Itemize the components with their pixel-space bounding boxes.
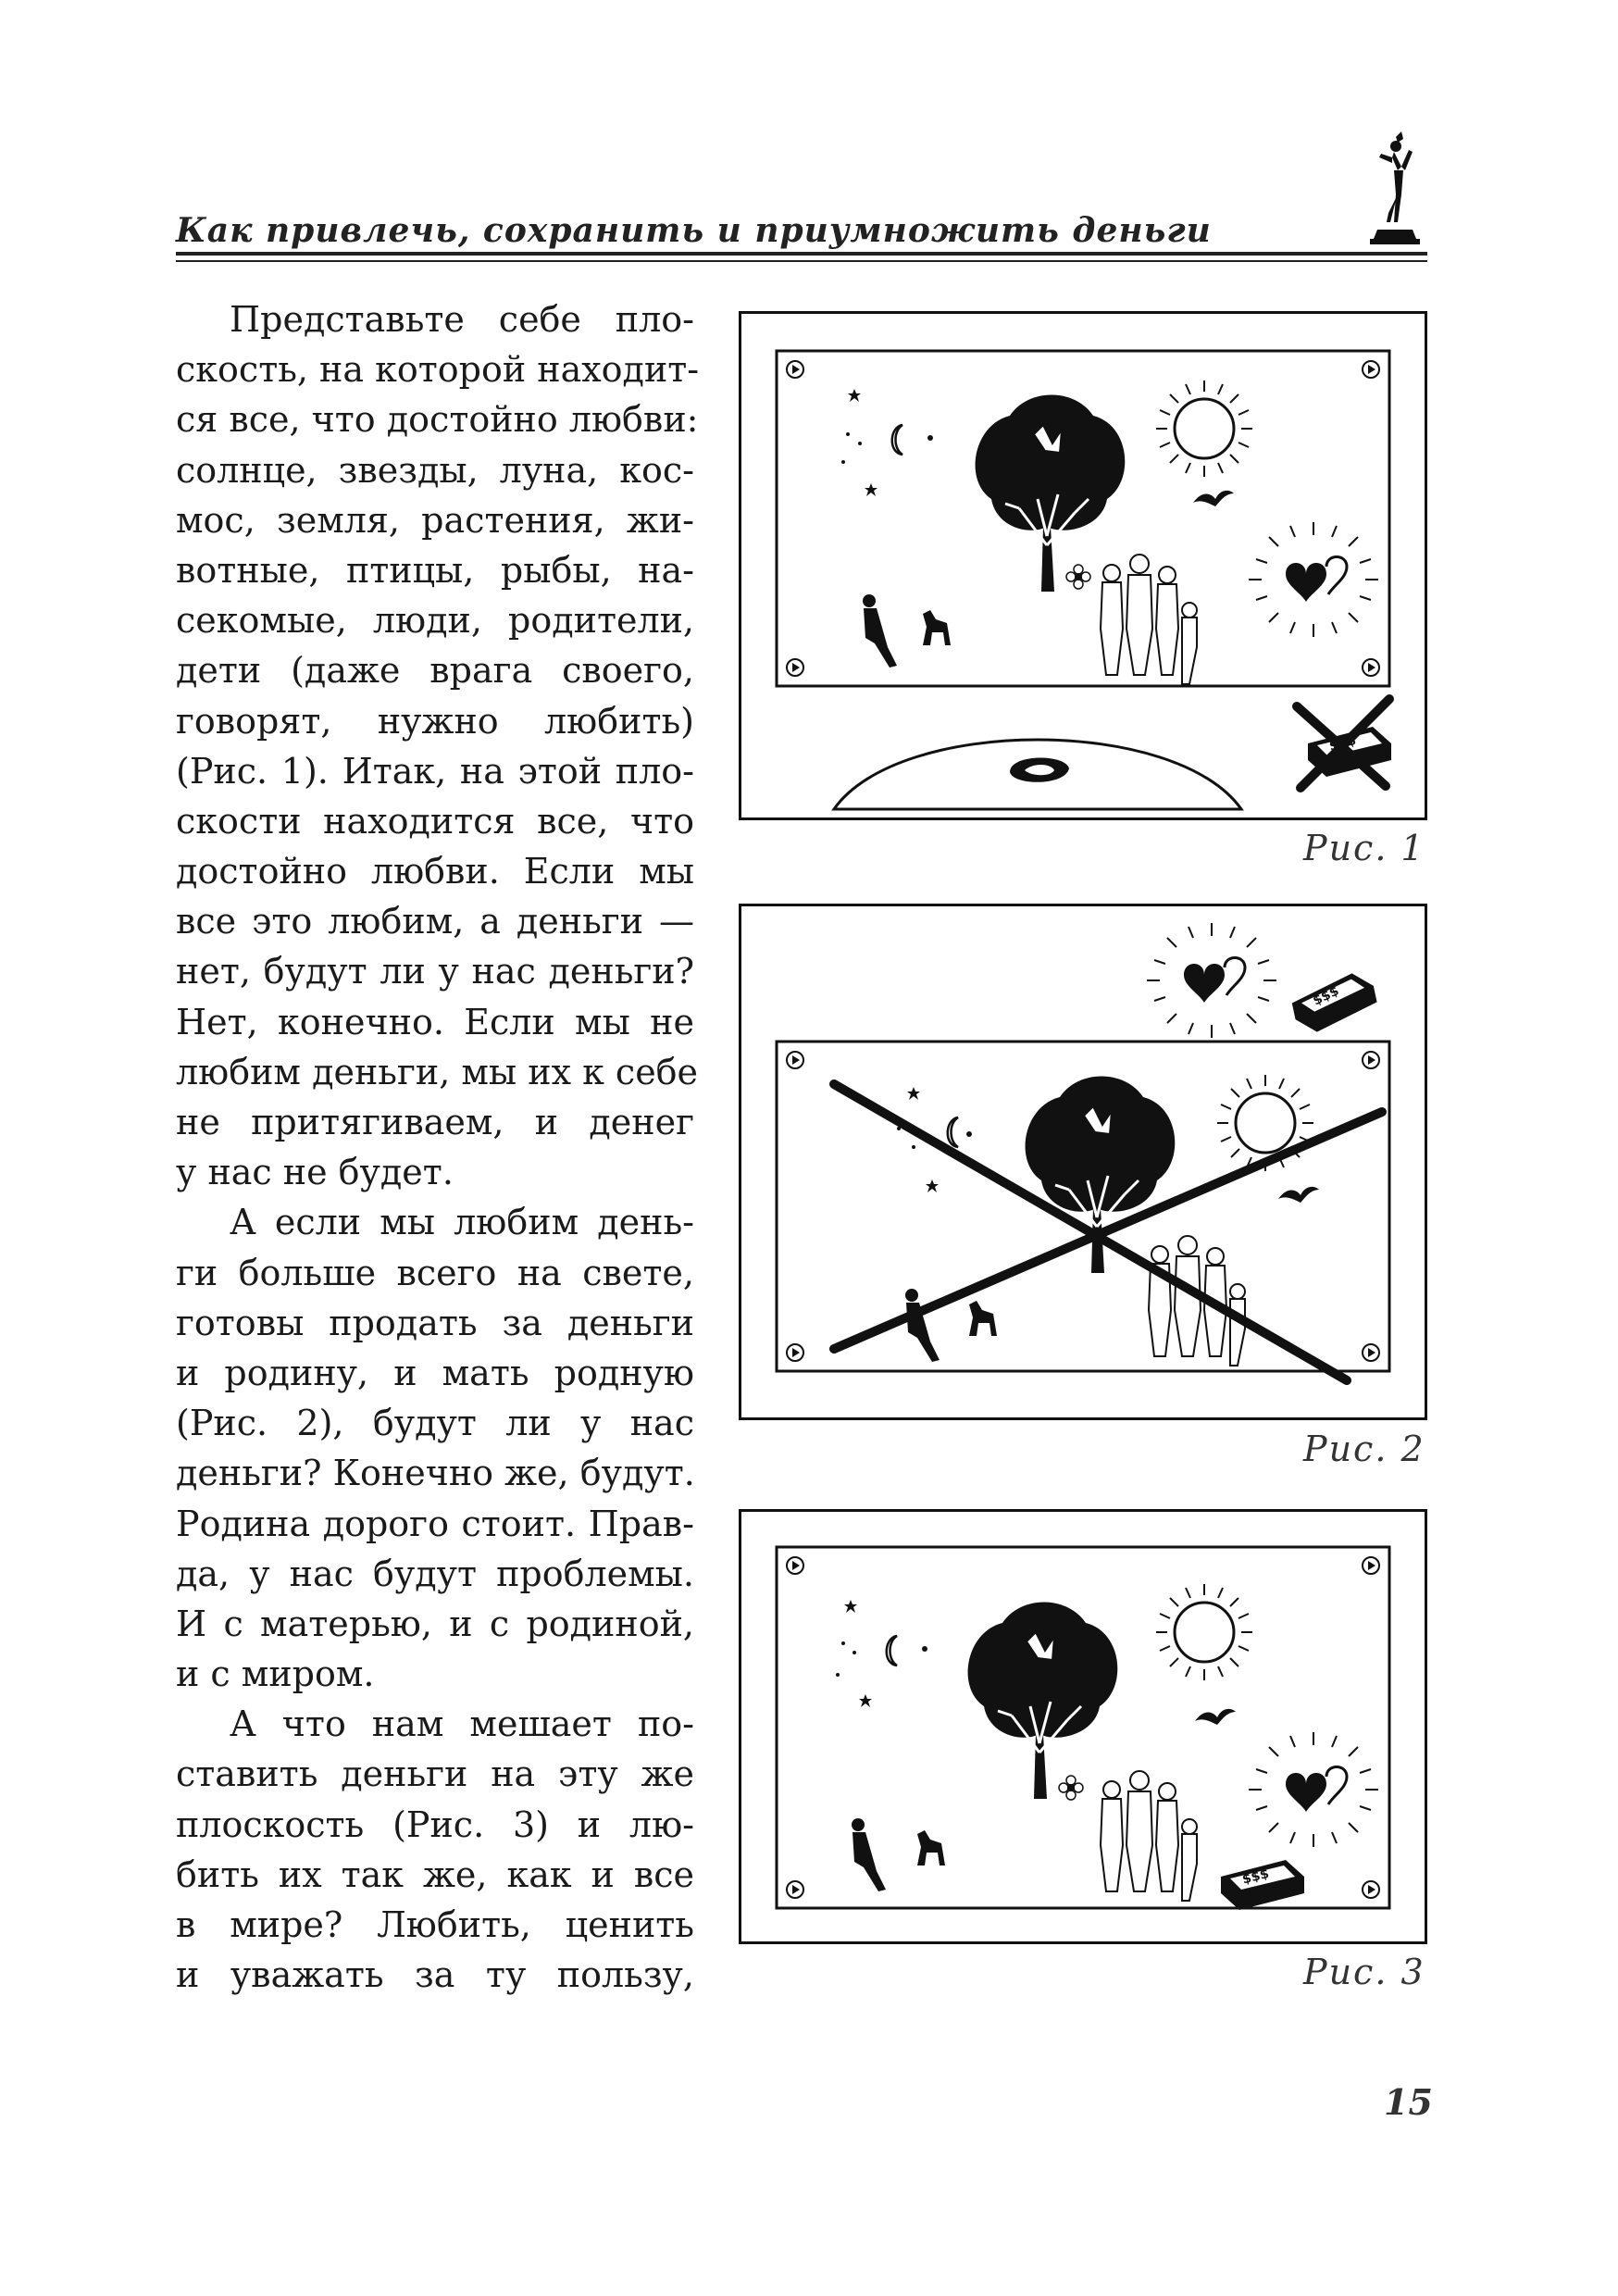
text-line: деньги? Конечно же, будут. (176, 1453, 695, 1494)
text-line: скость, на которой находит- (176, 349, 700, 391)
page-number: 15 (1384, 2081, 1433, 2123)
text-line: и родину, и мать родную (176, 1352, 694, 1393)
text-line: А что нам мешает по- (230, 1703, 694, 1745)
figure-2-illustration (741, 906, 1425, 1417)
figure-2-caption: Рис. 2 (1303, 1429, 1425, 1469)
text-line: ги больше всего на свете, (176, 1252, 694, 1293)
figure-1-illustration (741, 314, 1425, 817)
text-line: ся все, что достойно любви: (176, 399, 699, 441)
mercury-statue-icon (1361, 130, 1425, 250)
figure-1-caption: Рис. 1 (1303, 828, 1425, 868)
text-line: (Рис. 2), будут ли у нас (176, 1403, 694, 1444)
figure-3-illustration (741, 1512, 1425, 1941)
text-line: Родина дорого стоит. Прав- (176, 1503, 694, 1544)
text-line: и уважать за ту пользу, (176, 1954, 694, 1996)
text-line: Нет, конечно. Если мы не (176, 1001, 694, 1042)
running-header-title: Как привлечь, сохранить и приумножить деньги (176, 211, 1212, 250)
figure-3-caption: Рис. 3 (1303, 1952, 1425, 1992)
text-line: А если мы любим день- (230, 1202, 694, 1243)
text-line: любим деньги, мы их к себе (176, 1051, 699, 1092)
header-rule (176, 252, 1427, 256)
text-line: скости находится все, что (176, 800, 694, 842)
text-line: у нас не будет. (176, 1152, 454, 1193)
text-line: говорят, нужно любить) (176, 700, 694, 742)
text-line: в мире? Любить, ценить (176, 1904, 694, 1945)
text-line: (Рис. 1). Итак, на этой пло- (176, 750, 694, 792)
text-line: и с миром. (176, 1653, 375, 1695)
text-line: И с матерью, и с родиной, (176, 1603, 694, 1644)
text-line: дети (даже врага своего, (176, 650, 694, 692)
text-line: солнце, звезды, луна, кос- (176, 449, 694, 491)
text-line: плоскость (Рис. 3) и лю- (176, 1803, 694, 1845)
text-line: Представьте себе пло- (230, 299, 694, 340)
text-line: да, у нас будут проблемы. (176, 1553, 694, 1594)
text-line: нет, будут ли у нас деньги? (176, 951, 694, 992)
figure-1-frame (739, 311, 1427, 820)
text-line: ставить деньги на эту же (176, 1753, 694, 1795)
text-line: все это любим, а деньги — (176, 901, 694, 942)
text-line: не притягиваем, и денег (176, 1102, 694, 1142)
text-line: готовы продать за деньги (176, 1302, 694, 1343)
text-line: вотные, птицы, рыбы, на- (176, 549, 694, 591)
text-line: мос, земля, растения, жи- (176, 499, 694, 541)
header-rule-thin (176, 260, 1427, 262)
figure-3-frame (739, 1509, 1427, 1944)
figure-2-frame (739, 904, 1427, 1420)
text-line: бить их так же, как и все (176, 1853, 694, 1895)
text-line: секомые, люди, родители, (176, 600, 694, 642)
body-text-column (176, 294, 700, 2000)
text-line: достойно любви. Если мы (176, 851, 694, 892)
